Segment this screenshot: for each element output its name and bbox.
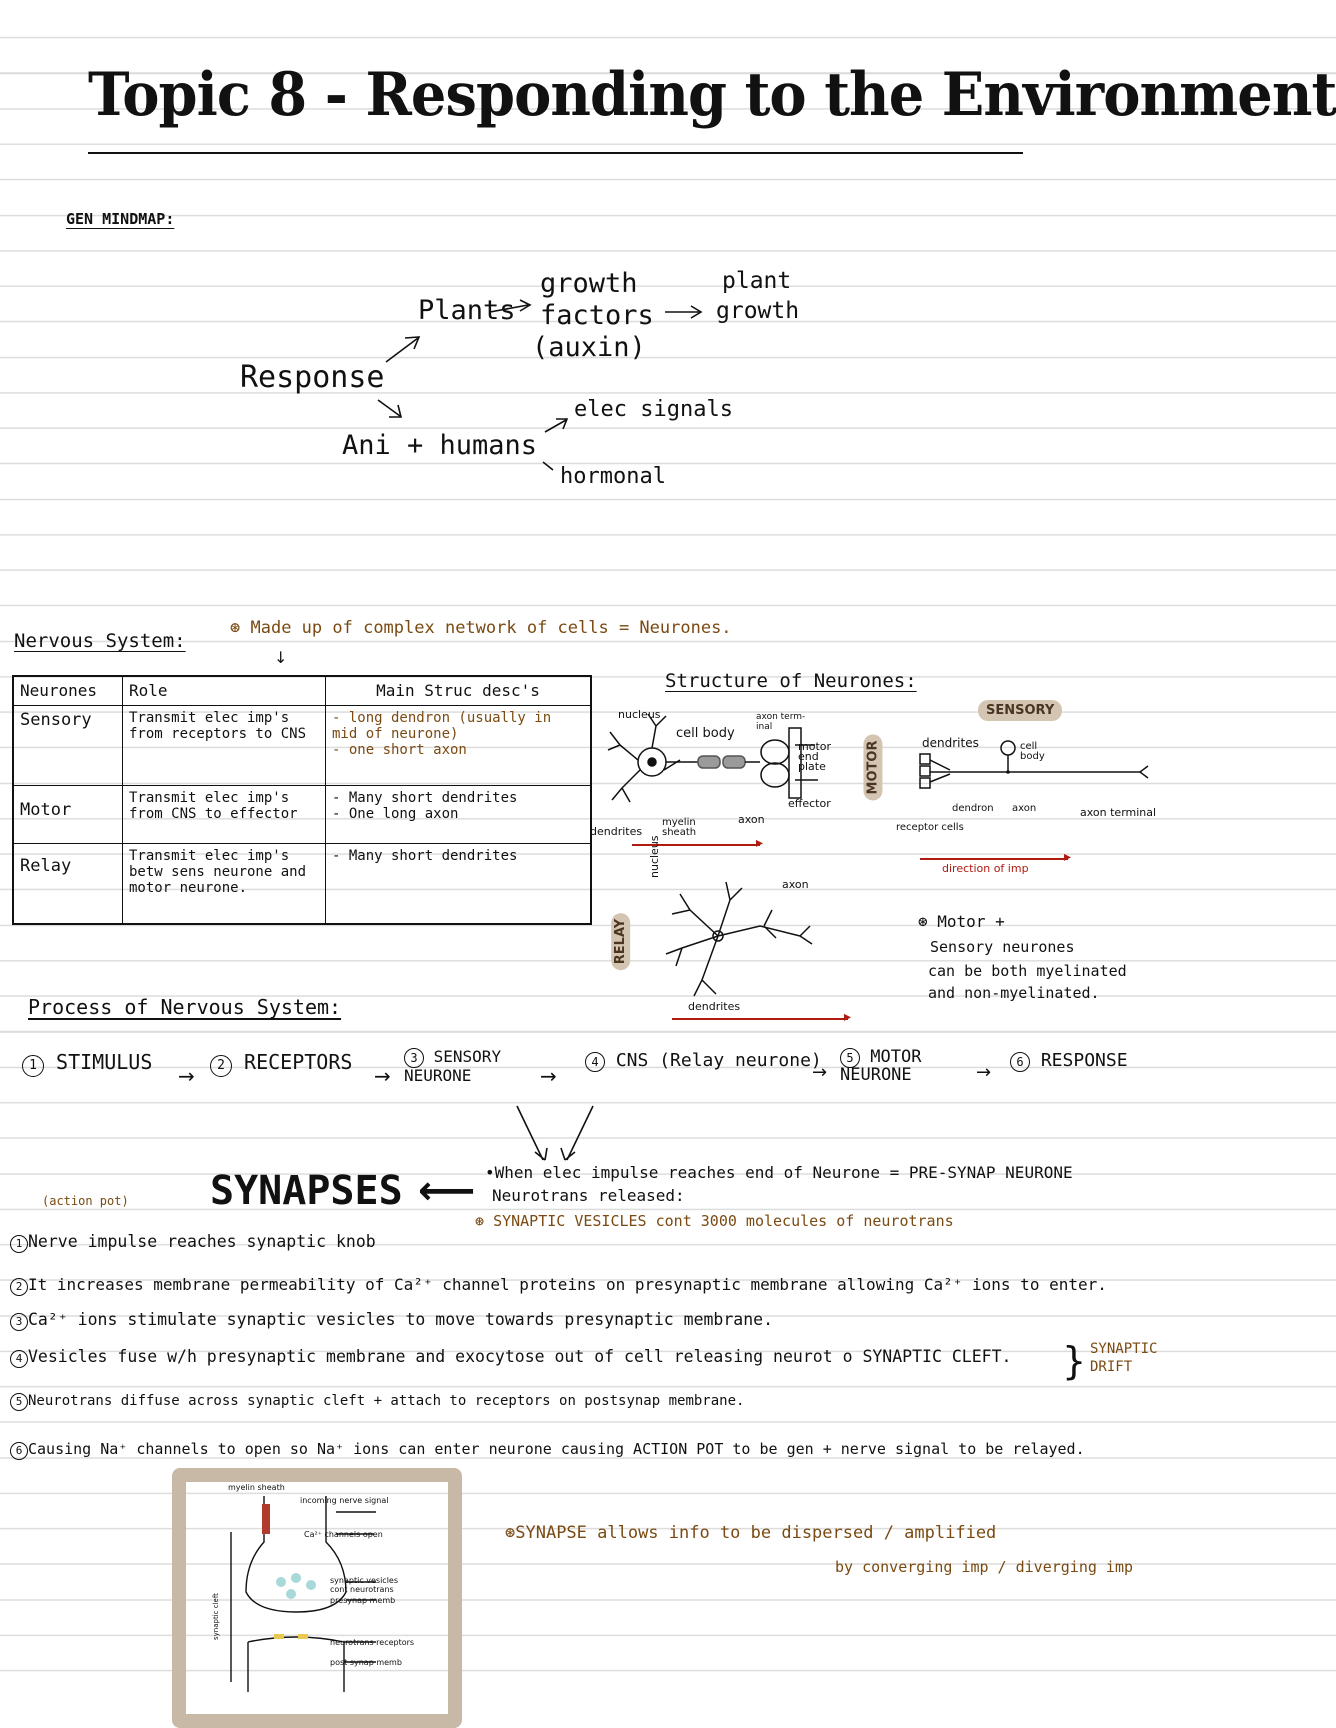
table-cell: - Many short dendrites [326,843,592,924]
process-step-3: 3 SENSORY NEURONE [404,1047,502,1085]
relay-label-axon: axon [782,878,809,891]
synapse-label-presynap: presynap memb [330,1596,396,1605]
arrow-right-icon: ▸ [1064,849,1072,865]
arrow-response-plants [386,338,418,362]
step-number: 1 [10,1235,28,1253]
table-header: Neurones [13,676,123,706]
step-number: 1 [22,1055,44,1077]
synapse-label-vesicles: synaptic vesicles cont neurotrans [330,1576,399,1594]
sensory-label-axon: axon [1012,803,1037,814]
synapse-label-cleft: synaptic cleft [212,1593,220,1640]
arrow-right-icon: → [812,1062,828,1083]
relay-label-dendrites: dendrites [688,1000,741,1013]
step-number: 6 [10,1442,28,1460]
synapse-step: 5 Neurotrans diffuse across synaptic cleft + attach to receptors on postsynap membrane. [10,1393,744,1411]
synapse-step: 3 Ca²⁺ ions stimulate synaptic vesicles to move towards presynaptic membrane. [10,1310,773,1331]
page-title: Topic 8 - Responding to the Environment [88,60,1336,130]
step-number: 4 [10,1350,28,1368]
table-cell: Transmit elec imp's from receptors to CNS [123,706,326,786]
mindmap-animals: Ani + humans [342,430,538,461]
star-icon: ⊛ [475,1212,485,1230]
mindmap-plant: plant [722,268,792,294]
action-pot-label: (action pot) [42,1194,129,1208]
motor-label-cell-body: cell body [676,726,735,741]
synapse-amplify-sub: by converging imp / diverging imp [835,1558,1134,1576]
star-icon: ⊛ [505,1523,516,1543]
synapse-step: 1 Nerve impulse reaches synaptic knob [10,1232,376,1253]
table-cell: Relay [13,843,123,924]
arrow-left-icon: ⟵ [418,1168,476,1214]
step-number: 6 [1010,1052,1030,1072]
motor-label-effector: effector [788,797,831,810]
mindmap-growth: growth [540,268,638,299]
synapses-desc-2: Neurotrans released: [492,1186,685,1205]
motor-badge: MOTOR [863,735,882,801]
arrow-right-icon: → [976,1062,992,1083]
table-cell: - Many short dendrites - One long axon [326,786,592,844]
mindmap-arrows [0,0,1200,520]
mindmap-auxin: (auxin) [532,332,646,363]
synapse-label-receptors: neurotrans receptors [330,1638,415,1647]
arrow-response-animals [378,400,400,416]
process-heading: Process of Nervous System: [28,995,342,1019]
myelination-note: ⊛ Motor + [918,912,1005,931]
mindmap-elec-signals: elec signals [574,397,733,422]
structure-heading: Structure of Neurones: [665,670,917,692]
mindmap-plant-growth: growth [716,298,800,324]
table-row [13,786,591,844]
mindmap-factors: factors [540,300,654,331]
sensory-direction-arrow [920,858,1068,860]
arrow-right-icon: ▸ [844,1009,852,1025]
process-down-arrows [505,1100,605,1170]
neurones-table [12,675,592,925]
motor-label-nucleus: nucleus [618,708,661,721]
synapses-desc-1: •When elec impulse reaches end of Neurone = PRE-SYNAP NEURONE [485,1163,1073,1182]
relay-neurone-diagram [660,870,880,1010]
motor-label-dendrites: dendrites [590,825,643,838]
myelination-note-4: and non-myelinated. [928,984,1100,1002]
table-row [13,706,591,786]
synapse-label-ca-channels: Ca²⁺ channels open [304,1530,383,1539]
nervous-system-heading: Nervous System: [14,630,186,652]
synapse-step: 6 Causing Na⁺ channels to open so Na⁺ ions can enter neurone causing ACTION POT to be gen + nerve signal to be relayed. [10,1440,1085,1460]
step-number: 3 [404,1048,424,1068]
step-number: 2 [10,1278,28,1296]
arrow-right-icon: → [374,1064,391,1088]
arrow-right-icon: → [540,1064,557,1088]
synapse-amplify-note: ⊛SYNAPSE allows info to be dispersed / amplified [505,1523,997,1543]
step-number: 3 [10,1313,28,1331]
arrow-animals-elec [545,420,566,432]
star-icon: ⊛ [918,912,928,931]
sensory-badge: SENSORY [978,700,1062,721]
table-header: Role [123,676,326,706]
motor-label-end-plate: motor end plate [798,740,832,773]
synapse-step: 2 It increases membrane permeability of Ca²⁺ channel proteins on presynaptic membrane allowing Ca²⁺ ions to enter. [10,1275,1107,1296]
step-number: 5 [840,1048,860,1068]
mindmap-plants: Plants [418,295,516,326]
table-row [13,843,591,924]
synapse-label-myelin: myelin sheath [228,1483,285,1492]
synaptic-vesicles-note: ⊛ SYNAPTIC VESICLES cont 3000 molecules of neurotrans [475,1212,954,1230]
step-number: 5 [10,1393,28,1411]
motor-label-myelin: myelin sheath [662,817,697,838]
sensory-label-dendron: dendron [952,803,994,814]
synapse-step: 4 Vesicles fuse w/h presynaptic membrane and exocytose out of cell releasing neurot o SYNAPTIC CLEFT. [10,1347,1011,1368]
nervous-system-note: ⊛ Made up of complex network of cells = Neurones. [230,618,732,638]
synapses-heading: SYNAPSES [210,1168,403,1214]
motor-label-axon-terminal: axon term-inal [756,712,806,732]
step-number: 4 [585,1052,605,1072]
arrow-right-icon: → [178,1064,195,1088]
sensory-label-dendrites: dendrites [922,736,979,750]
table-cell: Sensory [13,706,123,786]
sensory-label-direction: direction of imp [942,862,1029,875]
process-step-5: 5 MOTOR NEURONE [840,1047,922,1085]
table-cell: Motor [13,786,123,844]
table-cell: - long dendron (usually in mid of neurone) - one short axon [326,706,592,786]
process-step-2: 2 RECEPTORS [210,1050,352,1077]
sensory-label-axon-terminal: axon terminal [1080,806,1157,819]
motor-label-axon: axon [738,813,765,826]
arrow-right-icon: ▸ [756,835,764,851]
relay-label-nucleus: nucleus [648,835,661,878]
mindmap-response: Response [240,360,385,395]
sensory-label-receptor-cells: receptor cells [896,822,964,833]
myelination-note-3: can be both myelinated [928,962,1127,980]
synaptic-drift-label: SYNAPTIC DRIFT [1090,1341,1158,1375]
process-step-4: 4 CNS (Relay neurone) [585,1050,822,1072]
synapse-label-postsynap: post synap memb [330,1658,402,1667]
table-header: Main Struc desc's [326,676,592,706]
synapse-label-incoming: incoming nerve signal [300,1496,389,1505]
mindmap-heading: GEN MINDMAP: [66,210,175,228]
relay-badge: RELAY [611,913,630,970]
table-cell: Transmit elec imp's from CNS to effector [123,786,326,844]
step-number: 2 [210,1055,232,1077]
mindmap-hormonal: hormonal [560,464,666,489]
table-cell: Transmit elec imp's betw sens neurone and motor neurone. [123,843,326,924]
star-icon: ⊛ [230,618,241,638]
table-header-row [13,676,591,706]
myelination-note-2: Sensory neurones [930,938,1075,956]
relay-direction-arrow [672,1018,848,1020]
arrow-animals-hormonal [543,462,553,470]
process-step-1: 1 STIMULUS [22,1050,152,1077]
sensory-label-cell-body: cell body [1020,741,1045,762]
brace-icon: } [1062,1339,1087,1383]
process-step-6: 6 RESPONSE [1010,1050,1128,1072]
down-arrow-icon: ↓ [274,648,288,667]
